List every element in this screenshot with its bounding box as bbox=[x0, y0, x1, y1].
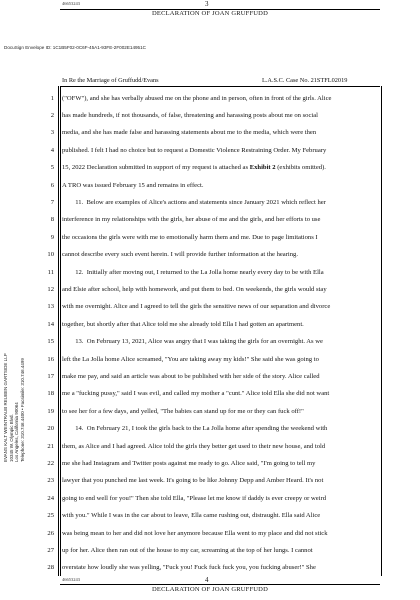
line-number: 16 bbox=[47, 355, 54, 363]
footer-title: DECLARATION OF JOAN GRUFFUDD bbox=[152, 586, 268, 593]
firm-phone: Telephone: 310.746.4400 • Facsimile: 310.746.4499 bbox=[19, 358, 25, 462]
line-number: 3 bbox=[50, 129, 54, 137]
body-text-line: up for her. Alice then ran out of the house to my car, screaming at the top of her lungs. I cannot bbox=[62, 546, 313, 554]
line-number: 23 bbox=[47, 477, 54, 485]
left-margin-rule bbox=[58, 86, 59, 576]
body-text-line: with me overnight. Alice and I agreed to tell the girls the sensitive news of our separation and divorce bbox=[62, 303, 331, 311]
line-number: 15 bbox=[47, 338, 54, 346]
line-number: 24 bbox=[47, 494, 54, 502]
line-number: 11 bbox=[47, 268, 54, 276]
body-text-line: ("OFW"), and she has verbally abused me on the phone and in person, often in front of the girls. Alice bbox=[62, 94, 332, 102]
line-number: 2 bbox=[50, 111, 54, 119]
body-text-line: lawyer that you punched me last week. It's going to be like Johnny Depp and Amber Heard. It's not bbox=[62, 477, 324, 485]
line-number: 28 bbox=[47, 564, 54, 572]
text-segment: (exhibits omitted). bbox=[275, 164, 326, 172]
line-number: 7 bbox=[50, 198, 54, 206]
body-text-line: published. I felt I had no choice but to request a Domestic Violence Restraining Order. My February bbox=[62, 146, 327, 154]
body-text-line: me a "fucking pussy," said I was evil, and called my mother a "cunt." Alice told Ella she did not want bbox=[62, 390, 330, 398]
line-number: 17 bbox=[47, 372, 54, 380]
line-number: 26 bbox=[47, 529, 54, 537]
firm-name: EVANS KALT WEINTRAUB REUBEN GARTSIDE LLP bbox=[3, 353, 8, 462]
body-text-line: them, as Alice and I had agreed. Alice told the girls they better get used to their new house, and told bbox=[62, 442, 326, 450]
body-text-line: and Elsie after school, help with homework, and put them to bed. On weekends, the girls would stay bbox=[62, 285, 327, 293]
line-number: 10 bbox=[47, 251, 54, 259]
firm-address-line1: 10345 W. Olympic Blvd. bbox=[8, 414, 14, 462]
line-number: 22 bbox=[47, 459, 54, 467]
footer-doc-id: 46653243 bbox=[62, 577, 80, 582]
prev-footer-page-number: 3 bbox=[205, 0, 209, 8]
footer-page-number: 4 bbox=[205, 576, 209, 584]
body-text-line: interference in my relationships with the girls, her abuse of me and the girls, and her efforts to use bbox=[62, 216, 321, 224]
firm-address-line2: Los Angeles, California 90064 bbox=[14, 402, 20, 462]
right-margin-rule bbox=[381, 86, 382, 576]
line-number: 4 bbox=[50, 146, 54, 154]
body-text-line: 12. Initially after moving out, I returned to the La Jolla home nearly every day to be with Ella bbox=[62, 268, 324, 276]
line-number: 14 bbox=[47, 320, 54, 328]
line-number: 1 bbox=[50, 94, 54, 102]
body-text-line: together, but shortly after that Alice told me she already told Ella I had gotten an apartment. bbox=[62, 320, 304, 328]
prev-footer-title: DECLARATION OF JOAN GRUFFUDD bbox=[152, 10, 268, 17]
line-number: 5 bbox=[50, 164, 54, 172]
line-number: 6 bbox=[50, 181, 54, 189]
line-number: 20 bbox=[47, 425, 54, 433]
left-margin-rule-inner bbox=[60, 86, 61, 576]
body-text-line: make me pay, and said an article was about to be published with her side of the story. Alice called bbox=[62, 372, 320, 380]
law-firm-sidebar bbox=[3, 0, 25, 462]
line-number: 27 bbox=[47, 546, 54, 554]
body-text-line: me she had Instagram and Twitter posts against me ready to go. Alice said, "I'm going to tell my bbox=[62, 459, 316, 467]
line-number: 18 bbox=[47, 390, 54, 398]
line-number: 13 bbox=[47, 303, 54, 311]
body-text-line bbox=[62, 164, 378, 171]
body-text-line: to see her for a few days, and yelled, "The babies can stand up for me or they can fuck off!" bbox=[62, 407, 304, 415]
line-number: 21 bbox=[47, 442, 54, 450]
line-number: 25 bbox=[47, 512, 54, 520]
body-text-line: was being mean to her and did not love her anymore because Ella went to my place and did not stick bbox=[62, 529, 328, 537]
body-text-line: media, and she has made false and harassing statements about me to the media, which were then bbox=[62, 129, 317, 137]
body-text-line: cannot describe every such event herein. I will provide further information at the hearing. bbox=[62, 251, 299, 259]
case-number: L.A.S.C. Case No. 21STFL02019 bbox=[262, 77, 348, 84]
body-text-line: 13. On February 13, 2021, Alice was angry that I was taking the girls for an overnight. As we bbox=[62, 338, 323, 346]
body-text-line: left the La Jolla home Alice screamed, "You are taking away my kids!" She said she was going to bbox=[62, 355, 319, 363]
body-text-line: overstate how loudly she was yelling, "Fuck you! Fuck fuck fuck you, you fucking abuser!" She bbox=[62, 564, 316, 572]
body-text-line: going to end well for you!" Then she told Ella, "Please let me know if daddy is ever creepy or weird bbox=[62, 494, 326, 502]
docusign-envelope-id: DocuSign Envelope ID: 1C1B5F02-0C6F-45A1-93FE-2F002E14951C bbox=[4, 45, 146, 50]
prev-footer-doc-id: 46653243 bbox=[62, 1, 80, 6]
line-number: 8 bbox=[50, 216, 54, 224]
exhibit-reference: Exhibit 2 bbox=[249, 164, 276, 172]
body-text-line: 14. On February 21, I took the girls back to the La Jolla home after spending the weekend with bbox=[62, 425, 328, 433]
body-text-line: with you." While I was in the car about to leave, Ella came rushing out, distraught. Ella said Alice bbox=[62, 512, 321, 520]
case-name: In Re the Marriage of Gruffudd/Evans bbox=[62, 77, 159, 84]
footer-rule bbox=[60, 584, 380, 585]
body-text-line: has made hundreds, if not thousands, of false, threatening and harassing posts about me on social bbox=[62, 111, 319, 119]
body-text-line: the occasions the girls were with me to emotionally harm them and me. Due to page limitations I bbox=[62, 233, 318, 241]
line-number: 12 bbox=[47, 285, 54, 293]
body-text-line: 11. Below are examples of Alice's actions and statements since January 2021 which reflect her bbox=[62, 198, 326, 206]
caption-rule bbox=[60, 86, 380, 87]
line-number: 9 bbox=[50, 233, 54, 241]
line-number: 19 bbox=[47, 407, 54, 415]
text-segment: 15, 2022 Declaration submitted in support of my request is attached as bbox=[62, 164, 250, 172]
body-text-line: A TRO was issued February 15 and remains in effect. bbox=[62, 181, 204, 189]
